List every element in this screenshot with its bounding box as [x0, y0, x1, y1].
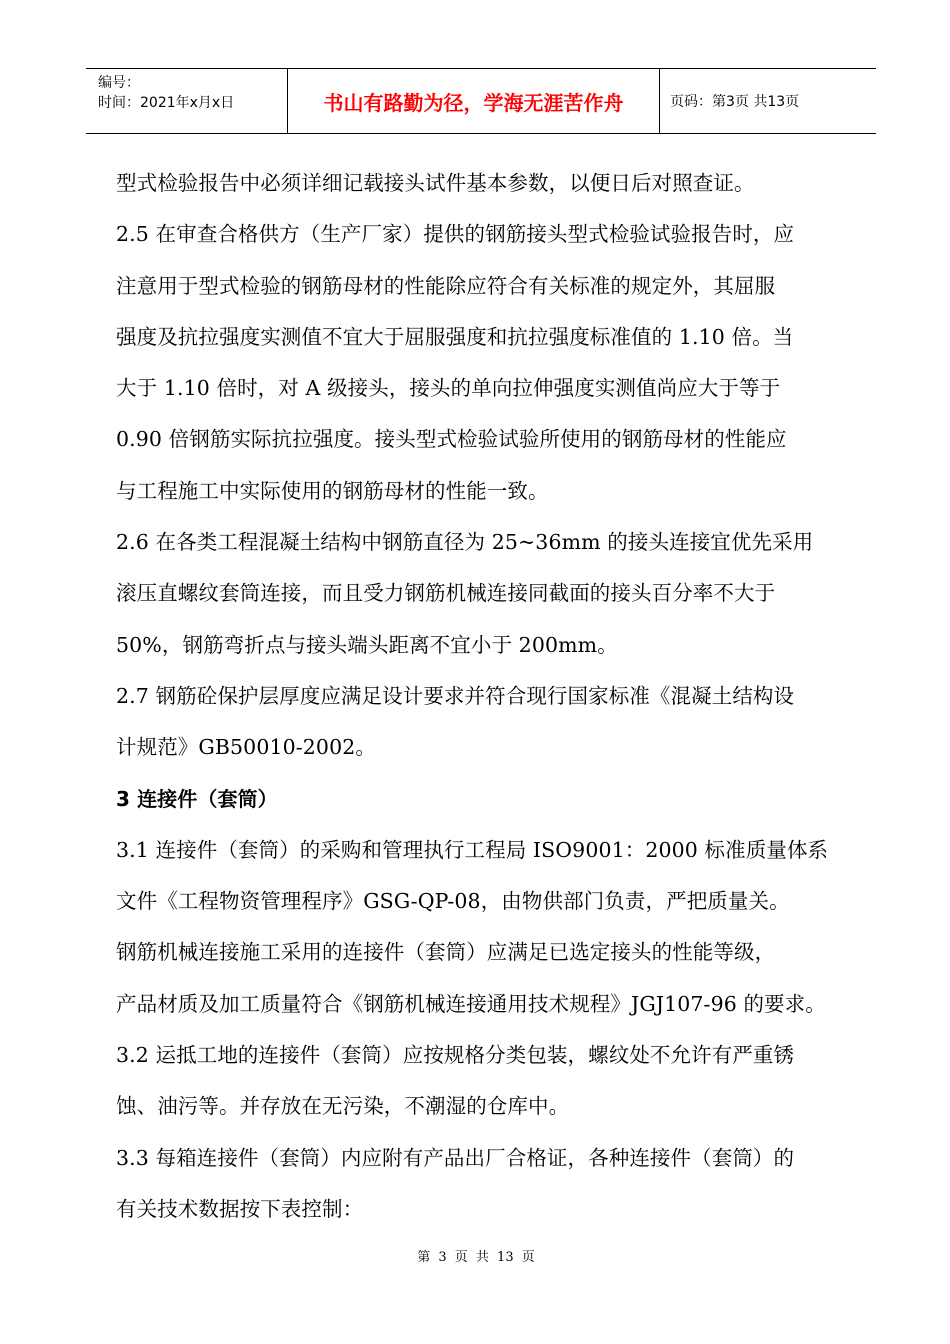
- paragraph-line: 大于 1.10 倍时，对 A 级接头，接头的单向拉伸强度实测值尚应大于等于: [116, 376, 781, 401]
- paragraph-line: 钢筋机械连接施工采用的连接件（套筒）应满足已选定接头的性能等级，: [116, 940, 776, 965]
- paragraph-line: 计规范》GB50010-2002。: [116, 735, 376, 760]
- section-heading: 3 连接件（套筒）: [116, 786, 278, 811]
- paragraph-line: 2.6 在各类工程混凝土结构中钢筋直径为 25~36mm 的接头连接宜优先采用: [116, 530, 814, 555]
- paragraph-line: 型式检验报告中必须详细记载接头试件基本参数，以便日后对照查证。: [116, 171, 755, 195]
- paragraph-line: 有关技术数据按下表控制：: [116, 1196, 364, 1221]
- page-footer: 第 3 页 共 13 页: [417, 1250, 535, 1265]
- paragraph-line: 50%，钢筋弯折点与接头端头距离不宜小于 200mm。: [116, 632, 618, 657]
- document-number-label: 编号：: [98, 75, 140, 91]
- paragraph-line: 2.7 钢筋砼保护层厚度应满足设计要求并符合现行国家标准《混凝土结构设: [116, 683, 795, 708]
- paragraph-line: 蚀、油污等。并存放在无污染，不潮湿的仓库中。: [116, 1094, 570, 1119]
- paragraph-line: 与工程施工中实际使用的钢筋母材的性能一致。: [116, 478, 549, 503]
- paragraph-line: 产品材质及加工质量符合《钢筋机械连接通用技术规程》JGJ107-96 的要求。: [116, 991, 826, 1016]
- paragraph-line: 滚压直螺纹套筒连接，而且受力钢筋机械连接同截面的接头百分率不大于: [116, 581, 776, 606]
- header-motto: 书山有路勤为径，学海无涯苦作舟: [287, 69, 660, 133]
- paragraph-line: 3.2 运抵工地的连接件（套筒）应按规格分类包装，螺纹处不允许有严重锈: [116, 1043, 795, 1068]
- paragraph-line: 文件《工程物资管理程序》GSG-QP-08，由物供部门负责，严把质量关。: [116, 889, 790, 914]
- paragraph-line: 0.90 倍钢筋实际抗拉强度。接头型式检验试验所使用的钢筋母材的性能应: [116, 427, 787, 452]
- paragraph-line: 3.3 每箱连接件（套筒）内应附有产品出厂合格证，各种连接件（套筒）的: [116, 1145, 795, 1170]
- paragraph-line: 注意用于型式检验的钢筋母材的性能除应符合有关标准的规定外，其屈服: [116, 273, 776, 298]
- document-body: [116, 158, 852, 1235]
- document-time-label: 时间：2021年x月x日: [98, 95, 235, 111]
- paragraph-line: 强度及抗拉强度实测值不宜大于屈服强度和抗拉强度标准值的 1.10 倍。当: [116, 324, 794, 349]
- paragraph-line: 2.5 在审查合格供方（生产厂家）提供的钢筋接头型式检验试验报告时，应: [116, 222, 795, 247]
- header-page-info: 页码：第3页 共13页: [670, 94, 800, 110]
- page-header: [86, 68, 876, 134]
- header-meta: [86, 69, 287, 133]
- paragraph-line: 3.1 连接件（套筒）的采购和管理执行工程局 ISO9001：2000 标准质量体系: [116, 837, 829, 862]
